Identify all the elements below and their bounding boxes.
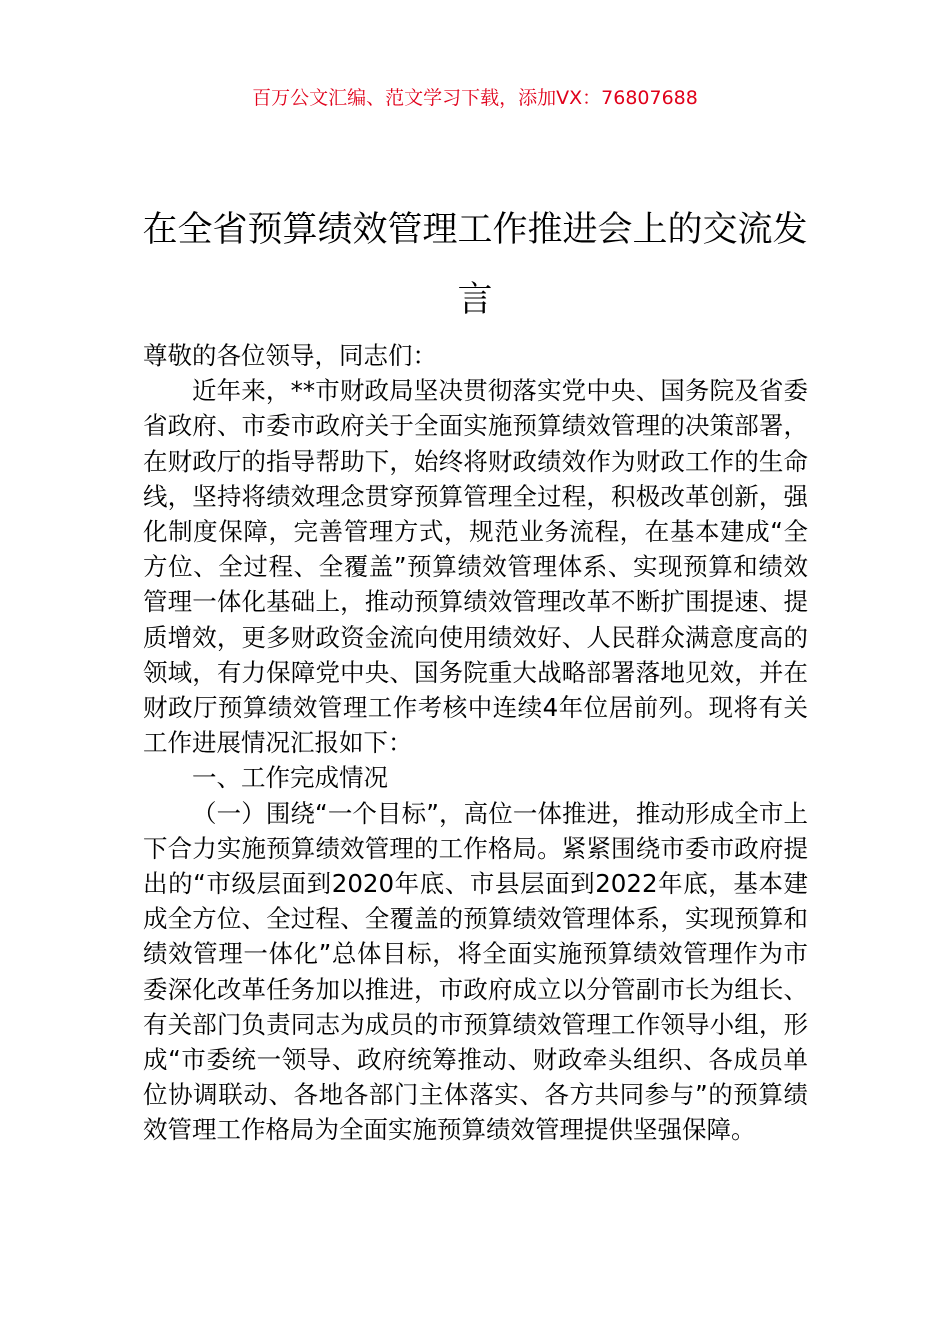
document-body: [143, 338, 808, 1148]
header-banner: 百万公文汇编、范文学习下载，添加VX：76807688: [252, 87, 698, 109]
salutation: 尊敬的各位领导，同志们：: [143, 341, 437, 370]
section-heading: 一、工作完成情况: [192, 763, 388, 793]
document-title: 在全省预算绩效管理工作推进会上的交流发言: [142, 210, 808, 321]
paragraph-subsection-1: （一）围绕“一个目标”，高位一体推进，推动形成全市上下合力实施预算绩效管理的工作格局。紧紧围绕市委市政府提出的“市级层面到2020年底、市县层面到2022年底，基本建成全方位、全过程、全覆盖的预算绩效管理体系，实现预算和绩效管理一体化”总体目标，将全面实施预算绩效管理作为市委深化改革任务加以推进，市政府成立以分管副市长为组长、有关部门负责同志为成员的市预算绩效管理工作领导小组，形成“市委统一领导、政府统筹推动、财政牵头组织、各成员单位协调联动、各地各部门主体落实、各方共同参与”的预算绩效管理工作格局为全面实施预算绩效管理提供坚强保障。: [143, 798, 808, 1145]
paragraph-intro: 近年来，**市财政局坚决贯彻落实党中央、国务院及省委省政府、市委市政府关于全面实施预算绩效管理的决策部署，在财政厅的指导帮助下，始终将财政绩效作为财政工作的生命线，坚持将绩效理念贯穿预算管理全过程，积极改革创新，强化制度保障，完善管理方式，规范业务流程，在基本建成“全方位、全过程、全覆盖”预算绩效管理体系、实现预算和绩效管理一体化基础上，推动预算绩效管理改革不断扩围提速、提质增效，更多财政资金流向使用绩效好、人民群众满意度高的领域，有力保障党中央、国务院重大战略部署落地见效，并在财政厅预算绩效管理工作考核中连续4年位居前列。现将有关工作进展情况汇报如下：: [143, 376, 808, 758]
